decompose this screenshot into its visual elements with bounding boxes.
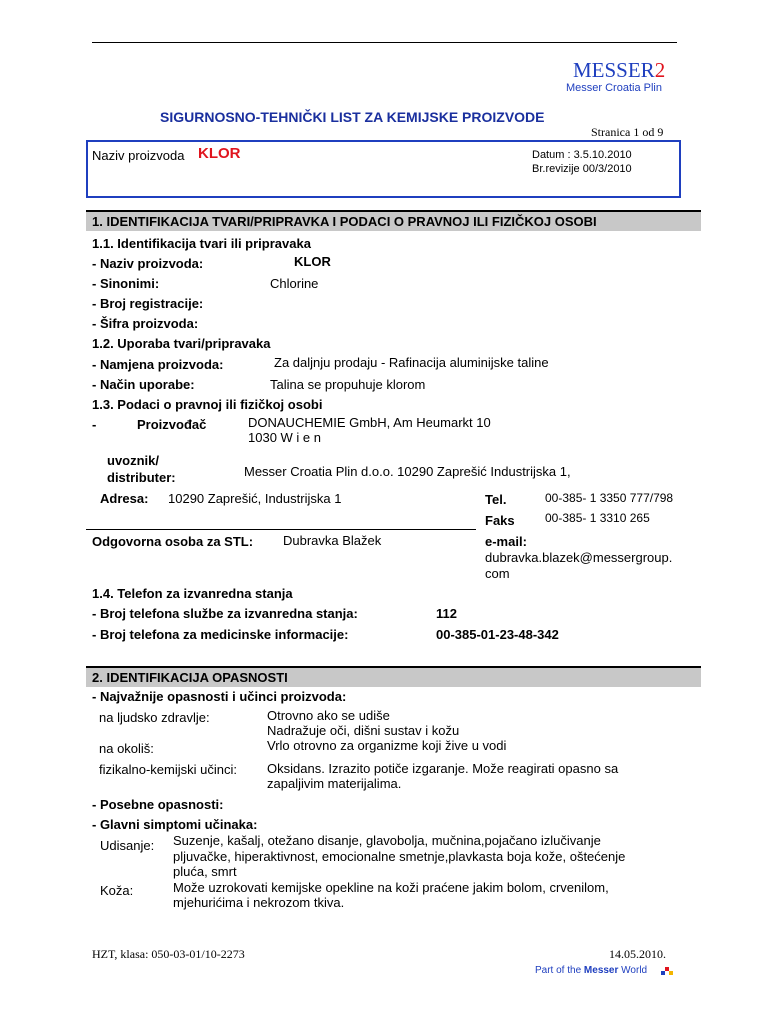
issue-date: Datum : 3.5.10.2010 xyxy=(532,149,632,161)
section-1-title: 1. IDENTIFIKACIJA TVARI/PRIPRAVKA I PODACI O PRAVNOJ ILI FIZIČKOJ OSOBI xyxy=(92,214,597,229)
udisanje-line3: pluća, smrt xyxy=(173,864,237,879)
page-info: Stranica 1 od 9 xyxy=(591,125,664,139)
brand-main: MESSER xyxy=(573,58,655,82)
footer-part-prefix: Part of the xyxy=(535,965,584,976)
odgovorna-label: Odgovorna osoba za STL: xyxy=(92,534,254,549)
fizikalno-line2: zapaljivim materijalima. xyxy=(267,776,402,791)
subsection-1-2: 1.2. Uporaba tvari/pripravaka xyxy=(92,336,271,351)
uvoznik-label-line1: uvoznik/ xyxy=(107,453,160,468)
brand-logo xyxy=(573,58,665,83)
adresa-value: 10290 Zaprešić, Industrijska 1 xyxy=(168,491,342,506)
medicinske-value: 00-385-01-23-48-342 xyxy=(436,627,559,642)
brand-number: 2 xyxy=(654,58,666,82)
top-rule xyxy=(92,42,677,43)
email-value-line1[interactable]: dubravka.blazek@messergroup. xyxy=(485,550,673,565)
faks-value: 00-385- 1 3310 265 xyxy=(545,511,650,525)
okolis-label: na okoliš: xyxy=(99,741,154,756)
namjena-label: - Namjena proizvoda: xyxy=(92,357,224,372)
nacin-label: - Način uporabe: xyxy=(92,377,195,392)
messer-world-dots-icon xyxy=(661,965,673,977)
proizvodac-label: Proizvođač xyxy=(137,417,207,432)
naziv-label: - Naziv proizvoda: xyxy=(92,256,204,271)
uvoznik-label-line2: distributer: xyxy=(107,470,176,485)
udisanje-line2: pljuvačke, hiperaktivnost, emocionalne smetnje,plavkasta boja kože, oštećenje xyxy=(173,849,626,864)
uvoznik-value: Messer Croatia Plin d.o.o. 10290 Zaprešić Industrijska 1, xyxy=(244,464,571,479)
tel-value: 00-385- 1 3350 777/798 xyxy=(545,491,674,505)
subsection-1-1: 1.1. Identifikacija tvari ili pripravaka xyxy=(92,236,311,251)
naziv-value: KLOR xyxy=(294,254,331,269)
document-title: SIGURNOSNO-TEHNIČKI LIST ZA KEMIJSKE PROIZVODE xyxy=(160,109,545,125)
hitna-value: 112 xyxy=(436,606,457,621)
zdravlje-line1: Otrovno ako se udiše xyxy=(267,708,390,723)
section-1-header xyxy=(86,210,701,231)
simptomi-label: - Glavni simptomi učinaka: xyxy=(92,817,258,832)
faks-label: Faks xyxy=(485,513,515,528)
proizvodac-address-line1: DONAUCHEMIE GmbH, Am Heumarkt 10 xyxy=(248,415,491,430)
zdravlje-line2: Nadražuje oči, dišni sustav i kožu xyxy=(267,723,460,738)
proizvodac-dash: - xyxy=(92,417,97,432)
namjena-value: Za daljnju prodaju - Rafinacija aluminijske taline xyxy=(274,355,549,370)
footer-part-of-messer-world xyxy=(535,965,647,976)
revision-number: Br.revizije 00/3/2010 xyxy=(532,163,632,175)
footer-part-brand: Messer xyxy=(583,965,619,976)
adresa-label: Adresa: xyxy=(100,491,149,506)
sinonimi-label: - Sinonimi: xyxy=(92,276,160,291)
footer-part-suffix: World xyxy=(618,965,648,976)
proizvodac-address-line2: 1030 W i e n xyxy=(248,430,321,445)
product-name-label: Naziv proizvoda xyxy=(92,148,185,163)
okolis-value: Vrlo otrovno za organizme koji žive u vodi xyxy=(267,738,507,753)
odgovorna-value: Dubravka Blažek xyxy=(283,533,382,548)
najvaznije-label: - Najvažnije opasnosti i učinci proizvoda: xyxy=(92,689,347,704)
medicinske-label: - Broj telefona za medicinske informacije: xyxy=(92,627,349,642)
fizikalno-line1: Oksidans. Izrazito potiče izgaranje. Može reagirati opasno sa xyxy=(267,761,619,776)
section-2-header xyxy=(86,666,701,687)
koza-label: Koža: xyxy=(100,883,134,898)
koza-line2: mjehurićima i nekrozom tkiva. xyxy=(173,895,345,910)
zdravlje-label: na ljudsko zdravlje: xyxy=(99,710,210,725)
registracija-label: - Broj registracije: xyxy=(92,296,204,311)
udisanje-line1: Suzenje, kašalj, otežano disanje, glavobolja, mučnina,pojačano izlučivanje xyxy=(173,833,601,848)
sifra-label: - Šifra proizvoda: xyxy=(92,316,199,331)
posebne-label: - Posebne opasnosti: xyxy=(92,797,224,812)
brand-subtitle: Messer Croatia Plin xyxy=(566,82,662,94)
section-2-title: 2. IDENTIFIKACIJA OPASNOSTI xyxy=(92,670,288,685)
udisanje-label: Udisanje: xyxy=(100,838,155,853)
sinonimi-value: Chlorine xyxy=(270,276,319,291)
hitna-label: - Broj telefona službe za izvanredna stanja: xyxy=(92,606,358,621)
nacin-value: Talina se propuhuje klorom xyxy=(270,377,426,392)
email-value-line2[interactable]: com xyxy=(485,566,510,581)
product-name-value: KLOR xyxy=(198,145,241,162)
email-label: e-mail: xyxy=(485,534,527,549)
koza-line1: Može uzrokovati kemijske opekline na koži praćene jakim bolom, crvenilom, xyxy=(173,880,609,895)
contact-divider xyxy=(86,529,476,530)
subsection-1-4: 1.4. Telefon za izvanredna stanja xyxy=(92,586,293,601)
subsection-1-3: 1.3. Podaci o pravnoj ili fizičkoj osobi xyxy=(92,397,323,412)
footer-class-number: HZT, klasa: 050-03-01/10-2273 xyxy=(92,947,245,961)
tel-label: Tel. xyxy=(485,492,507,507)
footer-date: 14.05.2010. xyxy=(609,947,666,961)
fizikalno-label: fizikalno-kemijski učinci: xyxy=(99,762,237,777)
